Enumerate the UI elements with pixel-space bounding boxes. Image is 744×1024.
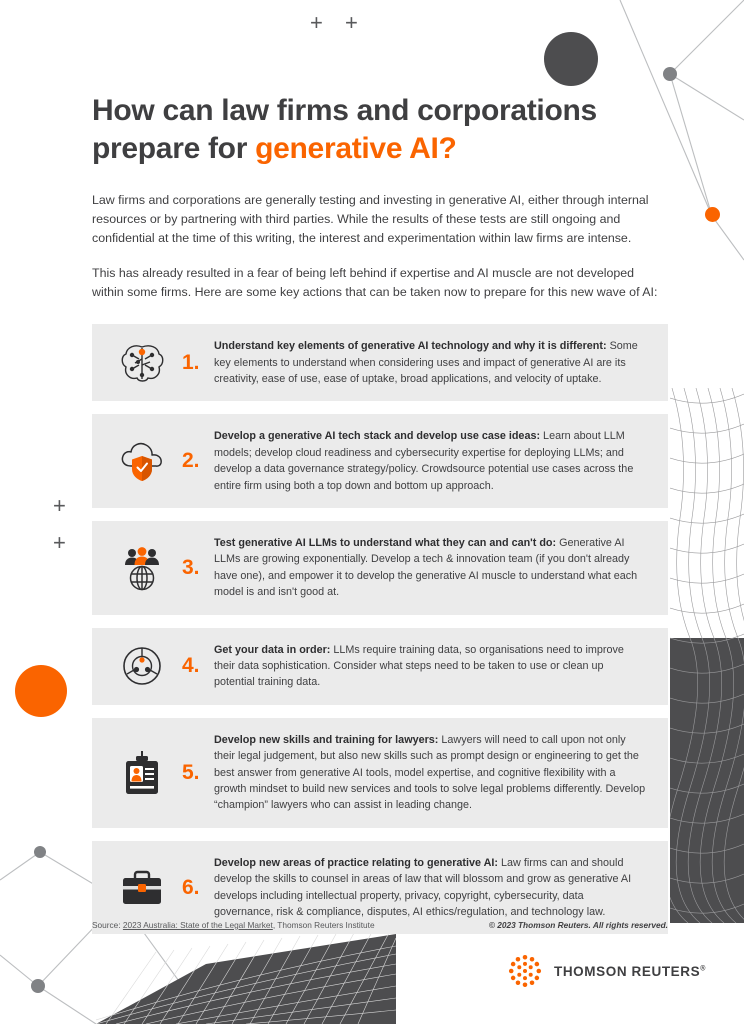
step-heading: Develop new areas of practice relating to generative AI: [214, 856, 499, 869]
list-item [92, 628, 668, 705]
logo-wordmark: THOMSON REUTERS® [553, 963, 706, 979]
source-line [92, 920, 668, 930]
source-link[interactable]: 2023 Australia: State of the Legal Market [122, 920, 273, 930]
step-heading: Test generative AI LLMs to understand what they can and can't do: [214, 536, 557, 549]
registered-mark: ® [700, 965, 706, 972]
step-text [214, 338, 650, 387]
step-heading: Get your data in order: [214, 643, 331, 656]
source-text [92, 920, 375, 930]
title-line-2-plain: prepare for [92, 131, 256, 165]
step-body: LLMs require training data, so organisations need to improve their data sophistication. Consider what steps need to be taken to use or clean up potential training data. [214, 643, 624, 689]
step-text [214, 732, 650, 814]
title-line-1: How can law firms and corporations [92, 94, 597, 127]
title-line-2-accent: generative AI? [255, 131, 457, 165]
decorative-mesh-right [670, 388, 744, 923]
step-body: Lawyers will need to call upon not only their legal judgement, but also new skills such as prompt design or engineering to get the best answer from generative AI tools, model expertise, and cognitive flexibility with a growth mindset to build new services and tools to solve legal problems differently. Develop “champion” lawyers who can assist in leading change. [214, 733, 646, 812]
step-body: Law firms can and should develop the skills to counsel in areas of law that will blossom and grow as generative AI develops including intellectual property, privacy, copyright, cybersecurity, data governance, risk & compliance, disputes, AI ethics/regulation, and technology law. [214, 856, 632, 919]
logo-mark-icon [506, 952, 544, 990]
step-text [214, 642, 650, 691]
step-number: 4. [182, 654, 200, 678]
decorative-plus-3: + [53, 493, 66, 518]
decorative-plus-1: + [310, 10, 323, 35]
list-item [92, 521, 668, 615]
global-team-icon [104, 545, 180, 591]
page-title [92, 0, 668, 167]
data-disc-icon [104, 643, 180, 689]
decorative-plus-2: + [345, 10, 358, 35]
step-number: 5. [182, 760, 200, 784]
source-prefix: Source: [92, 920, 123, 930]
step-heading: Understand key elements of generative AI technology and why it is different: [214, 340, 607, 353]
copyright-text: © 2023 Thomson Reuters. All rights reserved. [488, 920, 668, 930]
steps-list [92, 324, 668, 934]
step-number: 3. [182, 555, 200, 579]
step-number: 1. [182, 350, 200, 374]
step-body: Learn about LLM models; develop cloud readiness and cybersecurity expertise for deploying LLMs; and develop a data governance strategy/policy. Crowdsource potential use cases across the entire firm using both a top down and bottom up approach. [214, 430, 634, 492]
step-body: Generative AI LLMs are growing exponentially. Develop a tech & innovation team (if you don't already have one), and empower it to develop the generative AI muscle to understand what each model is and isn't good at. [214, 536, 638, 599]
step-heading: Develop a generative AI tech stack and develop use case ideas: [214, 430, 541, 443]
cloud-shield-icon [104, 439, 180, 483]
id-badge-icon [104, 749, 180, 797]
list-item [92, 718, 668, 828]
brain-icon [104, 341, 180, 385]
intro-paragraph-2: This has already resulted in a fear of being left behind if expertise and AI muscle are not developed within some firms. Here are some key actions that can be taken now to prepare for this new wave of AI: [92, 265, 658, 299]
step-text [214, 428, 650, 494]
list-item [92, 414, 668, 508]
decorative-plus-4: + [53, 530, 66, 555]
main-content [92, 0, 668, 947]
step-text [214, 855, 650, 921]
list-item [92, 324, 668, 401]
source-suffix: , Thomson Reuters Institute [272, 920, 375, 930]
step-heading: Develop new skills and training for lawyers: [214, 733, 439, 746]
step-number: 6. [182, 875, 200, 899]
step-number: 2. [182, 449, 200, 473]
intro-paragraph-1: Law firms and corporations are generally testing and investing in generative AI, either through internal resources or by partnering with third parties. While the results of these tests are still ongoing and confidential at the time of this writing, the interest and experimentation within law firms are intense. [92, 193, 649, 246]
thomson-reuters-logo [506, 952, 706, 990]
step-body: Some key elements to understand when considering uses and impact of generative AI are its creativity, ease of use, ease of uptake, broad applications, and velocity of uptake. [214, 340, 638, 385]
step-text [214, 535, 650, 601]
briefcase-icon [104, 867, 180, 909]
